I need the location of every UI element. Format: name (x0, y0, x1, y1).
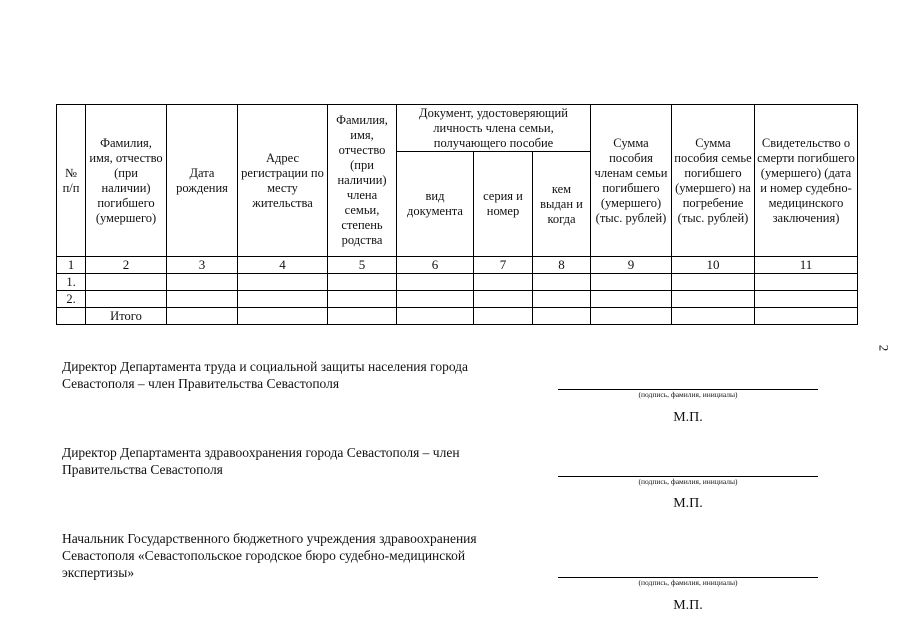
header-doc-type: вид документа (397, 152, 474, 257)
seal-mark: М.П. (673, 598, 703, 613)
signatory-forensic-head: Начальник Государственного бюджетного учреждения здравоохранения Севастополя «Севастопольское городское бюро судебно-медицинской экспертизы» (62, 531, 477, 580)
header-number: № п/п (57, 105, 86, 257)
benefits-table (56, 104, 858, 325)
header-row (57, 105, 858, 152)
column-number: 10 (672, 257, 755, 274)
signature-caption: (подпись, фамилия, инициалы) (638, 390, 738, 399)
header-address: Адрес регистрации по месту жительства (238, 105, 328, 257)
column-number: 5 (328, 257, 397, 274)
signatory-labor-director: Директор Департамента труда и социальной защиты населения города Севастополя – член Правительства Севастополя (62, 359, 469, 391)
header-deceased-name: Фамилия, имя, отчество (при наличии) погибшего (умершего) (86, 105, 167, 257)
column-number: 3 (167, 257, 238, 274)
seal-mark: М.П. (673, 496, 703, 511)
column-number: 9 (591, 257, 672, 274)
column-number: 1 (57, 257, 86, 274)
total-row (57, 308, 858, 325)
row-number: 1. (57, 274, 86, 291)
total-label: Итого (86, 308, 167, 325)
header-birth-date: Дата рождения (167, 105, 238, 257)
table-row (57, 274, 858, 291)
header-doc-issued: кем выдан и когда (533, 152, 591, 257)
column-numbers-row (57, 257, 858, 274)
column-number: 8 (533, 257, 591, 274)
column-number: 2 (86, 257, 167, 274)
header-family-member: Фамилия, имя, отчество (при наличии) члена семьи, степень родства (328, 105, 397, 257)
column-number: 11 (755, 257, 858, 274)
row-number: 2. (57, 291, 86, 308)
header-benefit-family: Сумма пособия членам семьи погибшего (умершего) (тыс. рублей) (591, 105, 672, 257)
page-number: 2 (876, 344, 892, 352)
signature-caption: (подпись, фамилия, инициалы) (638, 477, 738, 486)
signatory-health-director: Директор Департамента здравоохранения города Севастополя – член Правительства Севастополя (62, 445, 460, 477)
column-number: 6 (397, 257, 474, 274)
header-death-certificate: Свидетельство о смерти погибшего (умершего) (дата и номер судебно-медицинского заключения) (755, 105, 858, 257)
seal-mark: М.П. (673, 410, 703, 425)
column-number: 4 (238, 257, 328, 274)
header-benefit-burial: Сумма пособия семье погибшего (умершего) на погребение (тыс. рублей) (672, 105, 755, 257)
table-row (57, 291, 858, 308)
header-doc-series: серия и номер (474, 152, 533, 257)
signature-caption: (подпись, фамилия, инициалы) (638, 578, 738, 587)
header-document-group: Документ, удостоверяющий личность члена семьи, получающего пособие (397, 105, 591, 152)
column-number: 7 (474, 257, 533, 274)
